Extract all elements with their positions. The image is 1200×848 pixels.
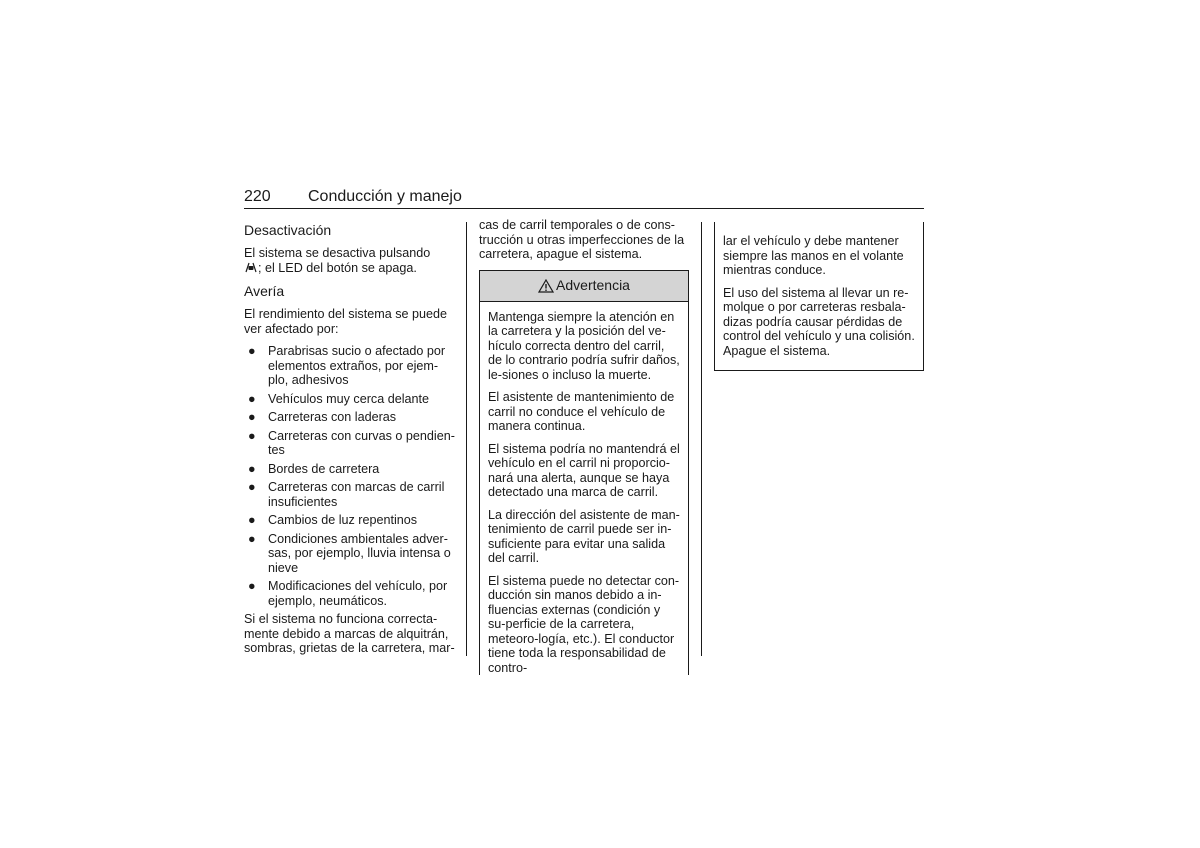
list-item: ● Carreteras con laderas — [248, 410, 397, 424]
paragraph: cas de carril temporales o de cons-trucción u otras imperfecciones de la carretera, apague el sistema. — [479, 218, 685, 261]
paragraph: El rendimiento del sistema se puede ver afectado por: — [244, 307, 448, 336]
paragraph: Si el sistema no funciona correcta-mente debido a marcas de alquitrán, sombras, grietas de la carretera, mar- — [244, 612, 455, 655]
list-item: ● Modificaciones del vehículo, por ejemplo, neumáticos. — [248, 579, 448, 608]
list-item: ● Bordes de carretera — [248, 461, 380, 476]
column-1 — [244, 218, 456, 664]
warning-paragraph: La dirección del asistente de man-tenimiento de carril puede ser in-suficiente para evitar una salida del carril. — [488, 507, 680, 565]
warning-paragraph: lar el vehículo y debe mantener siempre las manos en el volante mientras conduce. — [723, 234, 904, 277]
warning-box — [479, 270, 689, 676]
column-3 — [714, 218, 924, 371]
page-header — [244, 188, 924, 208]
warning-body — [480, 310, 688, 676]
warning-box-continued — [714, 222, 924, 371]
column-2 — [479, 218, 689, 681]
warning-header — [480, 271, 688, 302]
column-divider — [466, 222, 467, 656]
list-item: ● Condiciones ambientales adver-sas, por ejemplo, lluvia intensa o nieve — [248, 531, 451, 575]
bullet-list — [244, 344, 456, 608]
section-heading-deactivation: Desactivación — [244, 222, 332, 238]
list-item: ● Vehículos muy cerca delante — [248, 391, 430, 406]
page-number: 220 — [244, 188, 271, 205]
list-item: ● Carreteras con curvas o pendien-tes — [248, 428, 455, 457]
warning-title: Advertencia — [556, 277, 630, 294]
paragraph-text: ; el LED del botón se apaga. — [258, 260, 417, 275]
lane-keep-assist-icon — [244, 261, 258, 273]
warning-paragraph: El sistema puede no detectar con-ducción sin manos debido a in-fluencias externas (condición y su-perficie de la carretera, meteoro-logía, etc.). El conductor tiene toda la responsabilidad de contro- — [488, 573, 680, 675]
warning-paragraph: Mantenga siempre la atención en la carretera y la posición del ve-hículo correcta dentro del carril, de lo contrario podría sufrir daños, le-siones o incluso la muerte. — [488, 309, 680, 382]
column-divider — [701, 222, 702, 656]
chapter-title: Conducción y manejo — [308, 188, 462, 205]
header-rule — [244, 208, 924, 209]
paragraph — [244, 246, 456, 275]
list-item: ● Carreteras con marcas de carril insuficientes — [248, 480, 445, 509]
warning-paragraph: El asistente de mantenimiento de carril no conduce el vehículo de manera continua. — [488, 390, 675, 433]
section-heading-fault: Avería — [244, 283, 285, 299]
warning-triangle-icon — [538, 279, 554, 293]
warning-paragraph: El sistema podría no mantendrá el vehículo en el carril ni proporcio-nará una alerta, aunque se haya detectado una marca de carril. — [488, 441, 680, 499]
paragraph-text: El sistema se desactiva pulsando — [244, 246, 431, 260]
list-item: ● Cambios de luz repentinos — [248, 513, 418, 527]
list-item: ● Parabrisas sucio o afectado por elementos extraños, por ejem-plo, adhesivos — [248, 344, 446, 387]
warning-paragraph: El uso del sistema al llevar un re-molque o por carreteras resbala-dizas podría causar pérdidas de control del vehículo y una colisión. Apague el sistema. — [723, 285, 915, 358]
